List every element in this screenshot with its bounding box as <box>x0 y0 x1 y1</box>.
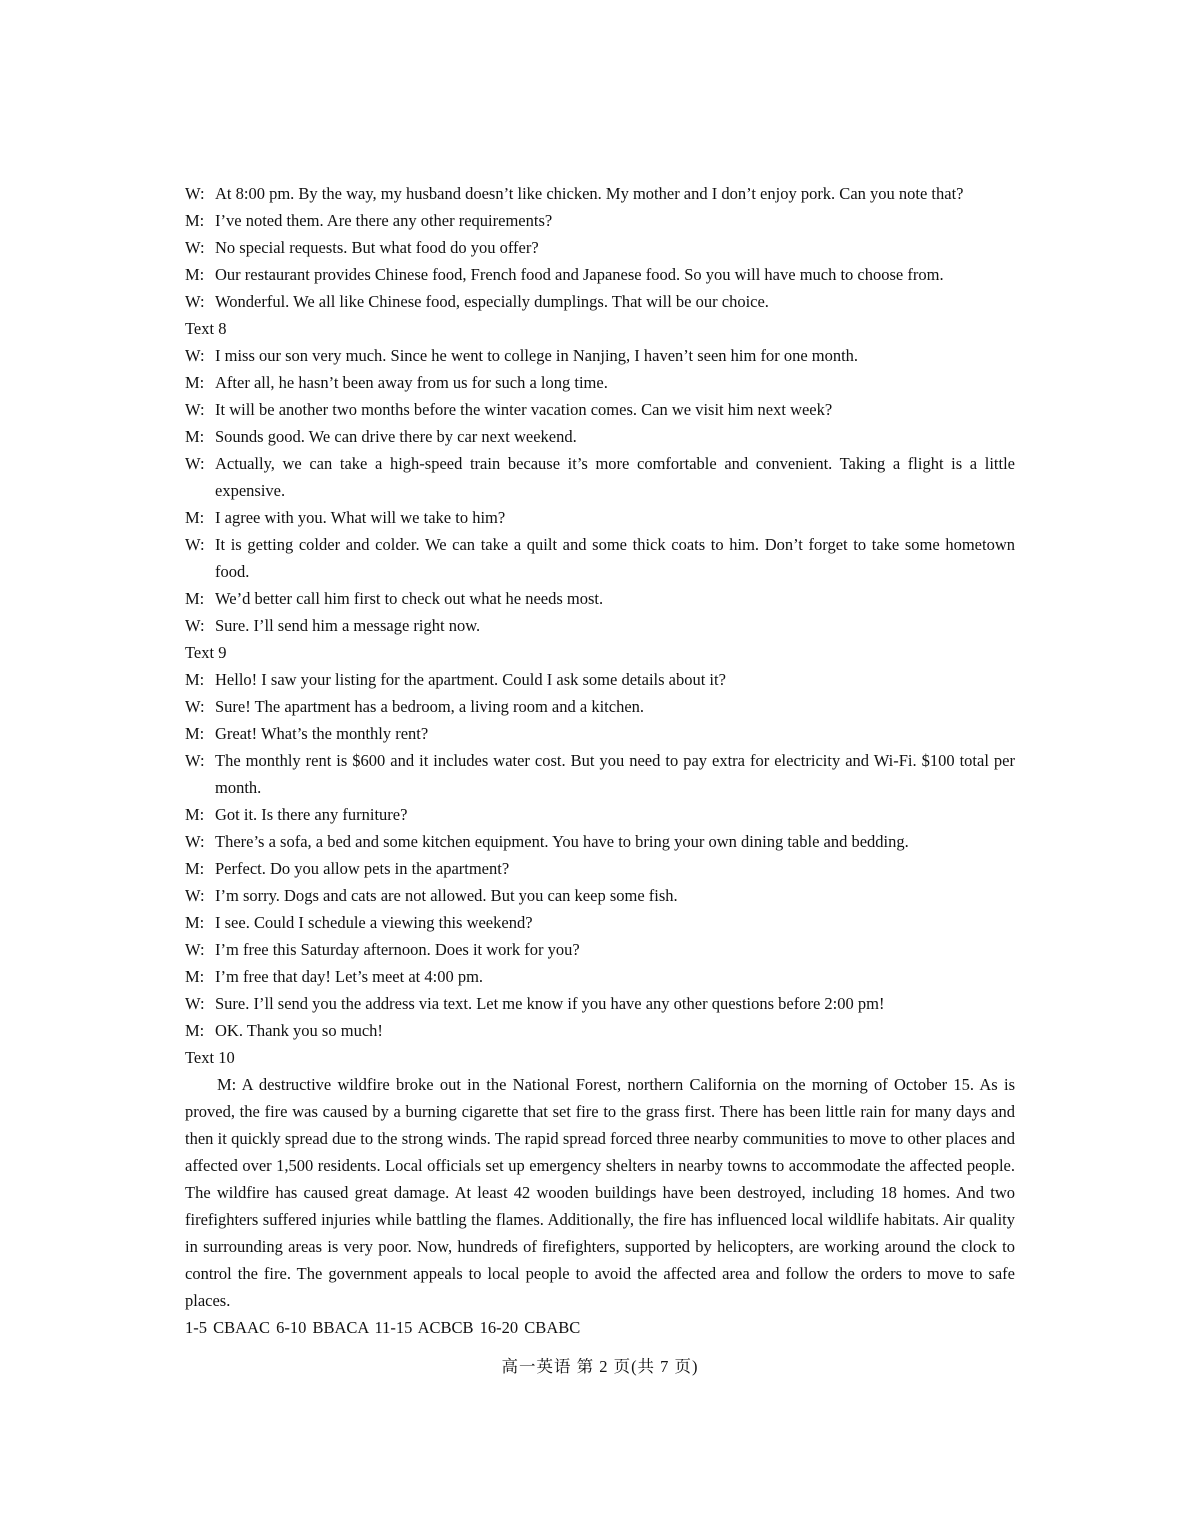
dialogue-line <box>185 990 1015 1017</box>
dialogue-text: I’m sorry. Dogs and cats are not allowed. But you can keep some fish. <box>215 886 678 905</box>
dialogue-line <box>185 612 1015 639</box>
dialogue-line <box>185 234 1015 261</box>
dialogue-line <box>185 423 1015 450</box>
dialogue-text: I agree with you. What will we take to him? <box>215 508 506 527</box>
dialogue-line <box>185 369 1015 396</box>
dialogue-text: Sure. I’ll send him a message right now. <box>215 616 481 635</box>
speaker-label: M: <box>185 373 205 392</box>
document-body <box>185 180 1015 1341</box>
text-9-dialogue <box>185 666 1015 1044</box>
speaker-label: W: <box>185 346 205 365</box>
text-10-paragraph: M: A destructive wildfire broke out in the National Forest, northern California on the morning of October 15. As is proved, the fire was caused by a burning cigarette that set fire to the grass first. There has been little rain for many days and then it quickly spread due to the strong winds. The rapid spread forced three nearby communities to move to other places and affected over 1,500 residents. Local officials set up emergency shelters in nearby towns to accommodate the affected people. The wildfire has caused great damage. At least 42 wooden buildings have been destroyed, including 18 homes. And two firefighters suffered injuries while battling the flames. Additionally, the fire has influenced local wildlife habitats. Air quality in surrounding areas is very poor. Now, hundreds of firefighters, supported by helicopters, are working around the clock to control the fire. The government appeals to local people to avoid the affected area and follow the orders to move to safe places. <box>185 1075 1015 1310</box>
dialogue-line <box>185 450 1015 504</box>
dialogue-text: The monthly rent is $600 and it includes water cost. But you need to pay extra for electricity and Wi-Fi. $100 total per month. <box>215 751 1015 797</box>
speaker-label: W: <box>185 184 205 203</box>
dialogue-text: I miss our son very much. Since he went to college in Nanjing, I haven’t seen him for one month. <box>215 346 859 365</box>
dialogue-line <box>185 828 1015 855</box>
dialogue-text: I’ve noted them. Are there any other requirements? <box>215 211 553 230</box>
answer-key: 1-5 CBAAC 6-10 BBACA 11-15 ACBCB 16-20 CBABC <box>185 1318 581 1337</box>
dialogue-text: Our restaurant provides Chinese food, French food and Japanese food. So you will have much to choose from. <box>215 265 944 284</box>
speaker-label: W: <box>185 832 205 851</box>
speaker-label: M: <box>185 508 205 527</box>
speaker-label: W: <box>185 751 205 770</box>
dialogue-line <box>185 801 1015 828</box>
speaker-label: W: <box>185 940 205 959</box>
dialogue-text: Wonderful. We all like Chinese food, especially dumplings. That will be our choice. <box>215 292 769 311</box>
speaker-label: M: <box>185 589 205 608</box>
dialogue-line <box>185 261 1015 288</box>
dialogue-text: I’m free that day! Let’s meet at 4:00 pm. <box>215 967 484 986</box>
speaker-label: M: <box>185 805 205 824</box>
dialogue-text: I’m free this Saturday afternoon. Does it work for you? <box>215 940 580 959</box>
dialogue-text: It is getting colder and colder. We can take a quilt and some thick coats to him. Don’t forget to take some hometown food. <box>215 535 1015 581</box>
speaker-label: W: <box>185 292 205 311</box>
dialogue-line <box>185 909 1015 936</box>
dialogue-text: Great! What’s the monthly rent? <box>215 724 429 743</box>
speaker-label: W: <box>185 886 205 905</box>
dialogue-text: Sure! The apartment has a bedroom, a living room and a kitchen. <box>215 697 645 716</box>
speaker-label: W: <box>185 994 205 1013</box>
dialogue-text: Sounds good. We can drive there by car next weekend. <box>215 427 577 446</box>
speaker-label: W: <box>185 535 205 554</box>
dialogue-line <box>185 207 1015 234</box>
speaker-label: M: <box>185 724 205 743</box>
dialogue-text: There’s a sofa, a bed and some kitchen equipment. You have to bring your own dining table and bedding. <box>215 832 909 851</box>
section-heading-text-8: Text 8 <box>185 319 227 338</box>
dialogue-line <box>185 531 1015 585</box>
speaker-label: W: <box>185 697 205 716</box>
text-8-dialogue <box>185 342 1015 639</box>
dialogue-line <box>185 855 1015 882</box>
speaker-label: W: <box>185 454 205 473</box>
dialogue-text: OK. Thank you so much! <box>215 1021 383 1040</box>
dialogue-line <box>185 693 1015 720</box>
dialogue-line <box>185 882 1015 909</box>
dialogue-line <box>185 666 1015 693</box>
dialogue-line <box>185 1017 1015 1044</box>
dialogue-text: We’d better call him first to check out what he needs most. <box>215 589 604 608</box>
speaker-label: M: <box>185 967 205 986</box>
dialogue-text: Perfect. Do you allow pets in the apartment? <box>215 859 510 878</box>
intro-dialogue <box>185 180 1015 315</box>
section-heading-text-9: Text 9 <box>185 643 227 662</box>
dialogue-line <box>185 720 1015 747</box>
dialogue-text: At 8:00 pm. By the way, my husband doesn’t like chicken. My mother and I don’t enjoy pork. Can you note that? <box>215 184 964 203</box>
page-footer: 高一英语 第 2 页(共 7 页) <box>501 1357 699 1376</box>
speaker-label: W: <box>185 400 205 419</box>
speaker-label: M: <box>185 211 205 230</box>
dialogue-text: Hello! I saw your listing for the apartment. Could I ask some details about it? <box>215 670 726 689</box>
dialogue-text: No special requests. But what food do you offer? <box>215 238 539 257</box>
speaker-label: M: <box>185 427 205 446</box>
dialogue-line <box>185 936 1015 963</box>
dialogue-line <box>185 963 1015 990</box>
speaker-label: M: <box>185 913 205 932</box>
speaker-label: M: <box>185 265 205 284</box>
speaker-label: M: <box>185 670 205 689</box>
dialogue-text: Got it. Is there any furniture? <box>215 805 408 824</box>
dialogue-text: I see. Could I schedule a viewing this weekend? <box>215 913 533 932</box>
speaker-label: W: <box>185 616 205 635</box>
dialogue-line <box>185 180 1015 207</box>
speaker-label: M: <box>185 859 205 878</box>
speaker-label: W: <box>185 238 205 257</box>
dialogue-line <box>185 342 1015 369</box>
dialogue-line <box>185 504 1015 531</box>
dialogue-text: Sure. I’ll send you the address via text. Let me know if you have any other questions before 2:00 pm! <box>215 994 885 1013</box>
dialogue-line <box>185 747 1015 801</box>
dialogue-line <box>185 396 1015 423</box>
dialogue-line <box>185 585 1015 612</box>
dialogue-text: Actually, we can take a high-speed train because it’s more comfortable and convenient. Taking a flight is a little expensive. <box>215 454 1015 500</box>
dialogue-line <box>185 288 1015 315</box>
dialogue-text: After all, he hasn’t been away from us for such a long time. <box>215 373 608 392</box>
section-heading-text-10: Text 10 <box>185 1048 235 1067</box>
dialogue-text: It will be another two months before the winter vacation comes. Can we visit him next week? <box>215 400 833 419</box>
speaker-label: M: <box>185 1021 205 1040</box>
